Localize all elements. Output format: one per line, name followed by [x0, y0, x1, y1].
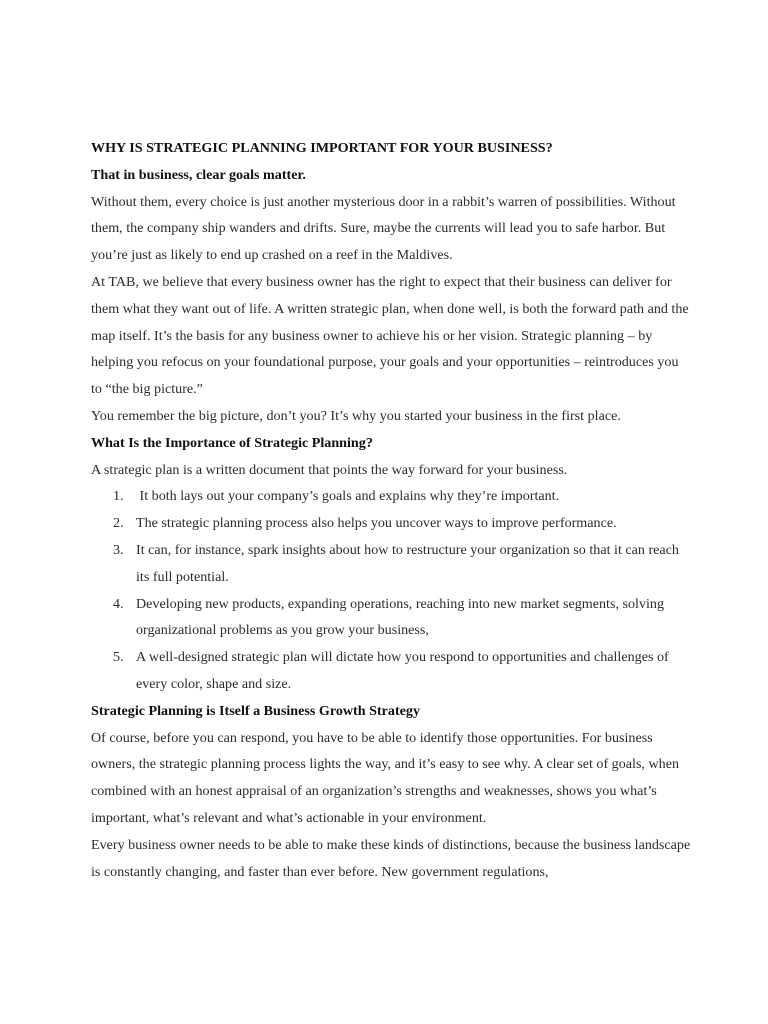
- document-subtitle: That in business, clear goals matter.: [91, 166, 306, 183]
- list-item-text: A well-designed strategic plan will dictate how you respond to opportunities and challenges of every color, shape and size.: [136, 649, 669, 692]
- list-item-number: 2.: [113, 515, 124, 532]
- intro-paragraph: You remember the big picture, don’t you? It’s why you started your business in the first place.: [91, 407, 621, 424]
- list-item-number: 3.: [113, 541, 124, 558]
- list-item-number: 5.: [113, 649, 124, 666]
- section-heading: What Is the Importance of Strategic Planning?: [91, 434, 373, 451]
- document-title: WHY IS STRATEGIC PLANNING IMPORTANT FOR YOUR BUSINESS?: [91, 140, 553, 156]
- list-item: [91, 537, 691, 591]
- section-paragraph: Every business owner needs to be able to make these kinds of distinctions, because the business landscape is constantly changing, and faster than ever before. New government regulations,: [91, 836, 691, 880]
- numbered-list: [91, 483, 691, 697]
- intro-paragraph: At TAB, we believe that every business owner has the right to expect that their business can deliver for them what they want out of life. A written strategic plan, when done well, is both the forward path and the map itself. It’s the basis for any business owner to achieve his or her vision. Strategic planning – by helping you refocus on your foundational purpose, your goals and your opportunities – reintroduces you to “the big picture.”: [91, 273, 689, 398]
- list-item-text: It both lays out your company’s goals and explains why they’re important.: [136, 488, 560, 505]
- document-body: [91, 135, 691, 885]
- intro-paragraph: Without them, every choice is just another mysterious door in a rabbit’s warren of possibilities. Without them, the company ship wanders and drifts. Sure, maybe the currents will lead you to safe harbor. But you’re just as likely to end up crashed on a reef in the Maldives.: [91, 193, 676, 264]
- section-heading: Strategic Planning is Itself a Business Growth Strategy: [91, 702, 420, 719]
- section-paragraph: Of course, before you can respond, you have to be able to identify those opportunities. For business owners, the strategic planning process lights the way, and it’s easy to see why. A clear set of goals, when combined with an honest appraisal of an organization’s strengths and weaknesses, shows you what’s important, what’s relevant and what’s actionable in your environment.: [91, 729, 680, 826]
- list-item: [91, 483, 691, 510]
- list-item-number: 4.: [113, 595, 124, 612]
- section-lead-paragraph: A strategic plan is a written document that points the way forward for your business.: [91, 461, 568, 478]
- list-item: [91, 644, 691, 698]
- list-item-number: 1.: [113, 488, 124, 505]
- list-item-text: The strategic planning process also helps you uncover ways to improve performance.: [136, 515, 617, 532]
- list-item-text: Developing new products, expanding operations, reaching into new market segments, solving organizational problems as you grow your business,: [136, 595, 664, 639]
- list-item: [91, 510, 691, 537]
- list-item-text: It can, for instance, spark insights about how to restructure your organization so that it can reach its full potential.: [136, 541, 679, 585]
- list-item: [91, 591, 691, 645]
